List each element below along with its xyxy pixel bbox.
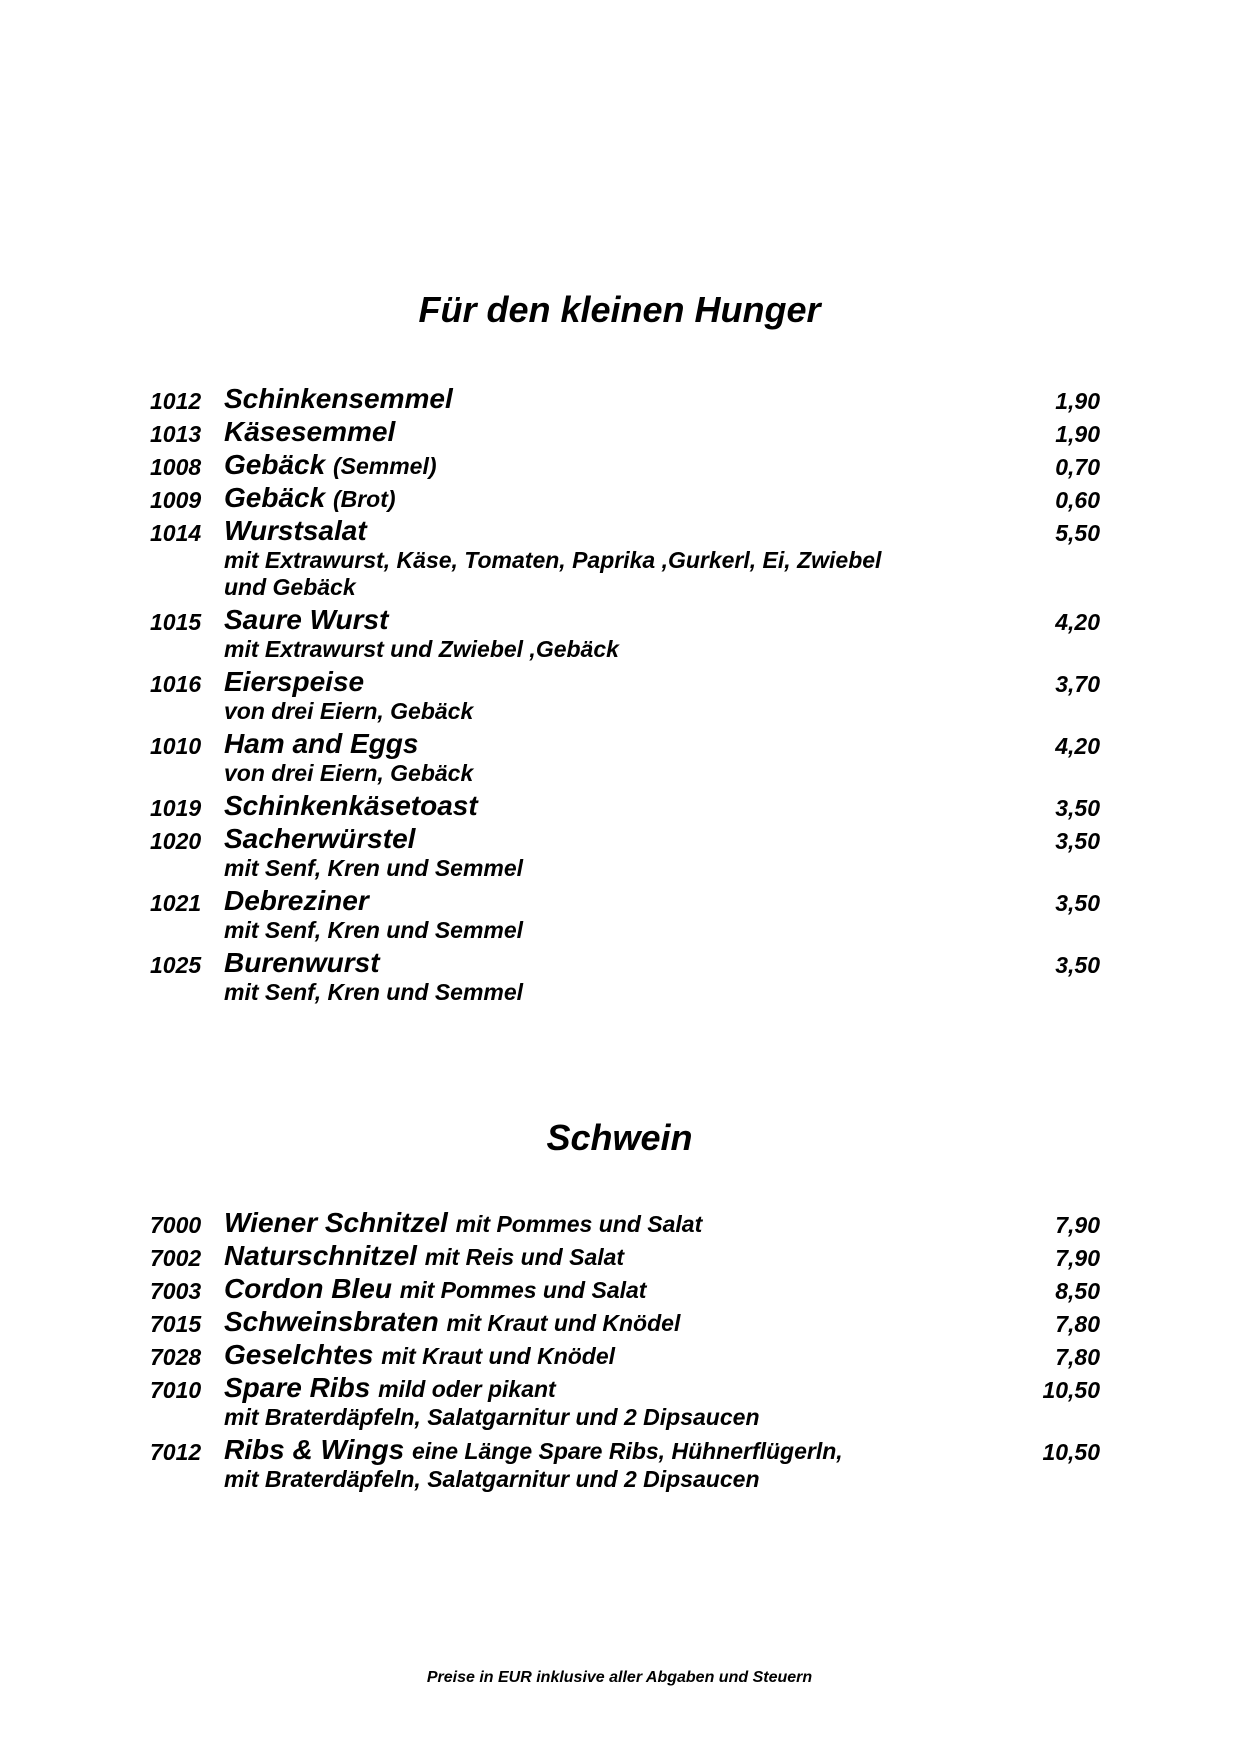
menu-item-line	[150, 603, 1100, 636]
item-name-group	[224, 1338, 615, 1373]
item-name: Saure Wurst	[224, 604, 389, 635]
item-name-group	[224, 1305, 680, 1340]
menu-item-line	[150, 481, 1100, 514]
item-price: 7,80	[1055, 1311, 1100, 1337]
menu-item	[150, 884, 1100, 946]
item-detail: mit Pommes und Salat	[399, 1277, 647, 1303]
item-code: 7015	[150, 1311, 202, 1337]
item-price: 0,60	[1055, 487, 1100, 513]
item-description: von drei Eiern, Gebäck	[224, 760, 474, 786]
menu-item	[150, 1371, 1100, 1433]
menu-item-line	[150, 382, 1100, 415]
item-detail: mild oder pikant	[378, 1376, 556, 1402]
menu-list	[150, 1206, 1100, 1495]
item-price: 7,90	[1055, 1212, 1100, 1238]
menu-item	[150, 415, 1100, 448]
item-code: 1016	[150, 671, 202, 697]
item-name: Naturschnitzel	[224, 1240, 417, 1271]
item-detail: mit Kraut und Knödel	[381, 1343, 616, 1369]
item-code: 7002	[150, 1245, 202, 1271]
menu-item	[150, 1272, 1100, 1305]
menu-item	[150, 789, 1100, 822]
item-code: 7010	[150, 1377, 202, 1403]
menu-item-line	[150, 1272, 1100, 1305]
footer-note: Preise in EUR inklusive aller Abgaben und Steuern	[426, 1669, 813, 1686]
item-code: 1008	[150, 454, 202, 480]
menu-item-line	[150, 1338, 1100, 1371]
item-name-group	[224, 822, 415, 855]
item-name-group	[224, 603, 388, 636]
item-name: Burenwurst	[224, 947, 380, 978]
menu-item-line	[150, 1371, 1100, 1404]
item-description: mit Braterdäpfeln, Salatgarnitur und 2 Dipsaucen	[224, 1466, 760, 1492]
item-code: 1009	[150, 487, 202, 513]
item-price: 3,50	[1055, 828, 1100, 854]
menu-item-line	[150, 415, 1100, 448]
item-code: 1021	[150, 890, 202, 916]
item-detail: (Brot)	[332, 486, 396, 512]
item-price: 4,20	[1055, 609, 1100, 635]
menu-item-line	[150, 884, 1100, 917]
item-name-group	[224, 481, 396, 516]
item-code: 1020	[150, 828, 202, 854]
item-code: 7003	[150, 1278, 202, 1304]
menu-item-line	[150, 822, 1100, 855]
item-price: 10,50	[1042, 1377, 1100, 1403]
item-name-group	[224, 665, 364, 698]
item-price: 4,20	[1055, 733, 1100, 759]
item-code: 1013	[150, 421, 202, 447]
item-price: 7,80	[1055, 1344, 1100, 1370]
item-code: 1019	[150, 795, 202, 821]
item-name-group	[224, 884, 369, 917]
item-price: 3,50	[1055, 952, 1100, 978]
item-price: 3,50	[1055, 795, 1100, 821]
section-title: Für den kleinen Hunger	[418, 289, 821, 330]
menu-item-line	[150, 1239, 1100, 1272]
item-code: 1012	[150, 388, 202, 414]
menu-item	[150, 382, 1100, 415]
item-price: 0,70	[1055, 454, 1100, 480]
item-name: Sacherwürstel	[224, 823, 416, 854]
item-name: Debreziner	[224, 885, 369, 916]
item-name: Gebäck	[224, 482, 326, 513]
menu-item-line	[150, 1206, 1100, 1239]
item-price: 1,90	[1055, 388, 1100, 414]
item-detail: mit Kraut und Knödel	[446, 1310, 681, 1336]
item-description: mit Senf, Kren und Semmel	[224, 917, 524, 943]
menu-item	[150, 1338, 1100, 1371]
item-name-group	[224, 1272, 646, 1307]
menu-item-line	[150, 946, 1100, 979]
item-price: 7,90	[1055, 1245, 1100, 1271]
item-name-group	[224, 1371, 556, 1406]
item-description: mit Senf, Kren und Semmel	[224, 979, 524, 1005]
item-name-group	[224, 727, 418, 760]
item-description: mit Extrawurst, Käse, Tomaten, Paprika ,Gurkerl, Ei, Zwiebel und Gebäck	[224, 547, 882, 600]
item-detail: mit Reis und Salat	[424, 1244, 625, 1270]
item-name-group	[224, 1433, 843, 1468]
menu-item	[150, 448, 1100, 481]
item-name: Wiener Schnitzel	[224, 1207, 448, 1238]
item-name-group	[224, 514, 367, 547]
item-name-group	[224, 382, 453, 415]
item-name-group	[224, 946, 380, 979]
menu-item-line	[150, 665, 1100, 698]
item-code: 1025	[150, 952, 202, 978]
item-name: Wurstsalat	[224, 515, 367, 546]
item-price: 8,50	[1055, 1278, 1100, 1304]
item-name: Ribs & Wings	[224, 1434, 405, 1465]
item-detail: (Semmel)	[332, 453, 437, 479]
item-code: 7012	[150, 1439, 202, 1465]
item-name-group	[224, 789, 478, 822]
menu-item-line	[150, 1305, 1100, 1338]
menu-item-line	[150, 448, 1100, 481]
item-name: Ham and Eggs	[224, 728, 419, 759]
item-description: mit Senf, Kren und Semmel	[224, 855, 524, 881]
item-name: Schweinsbraten	[224, 1306, 439, 1337]
item-name: Gebäck	[224, 449, 326, 480]
menu-item	[150, 514, 1100, 603]
menu-item	[150, 665, 1100, 727]
item-name-group	[224, 448, 437, 483]
item-name: Eierspeise	[224, 666, 365, 697]
item-name-group	[224, 415, 395, 448]
item-price: 5,50	[1055, 520, 1100, 546]
item-description: mit Extrawurst und Zwiebel ,Gebäck	[224, 636, 619, 662]
item-price: 10,50	[1042, 1439, 1100, 1465]
menu-item	[150, 481, 1100, 514]
item-detail: mit Pommes und Salat	[455, 1211, 703, 1237]
menu-item-line	[150, 514, 1100, 547]
section-title: Schwein	[546, 1117, 693, 1158]
menu-item	[150, 1206, 1100, 1239]
menu-item-line	[150, 789, 1100, 822]
menu-list	[150, 382, 1100, 1008]
item-price: 1,90	[1055, 421, 1100, 447]
item-code: 1015	[150, 609, 202, 635]
menu-item	[150, 1305, 1100, 1338]
item-code: 7028	[150, 1344, 202, 1370]
item-code: 1010	[150, 733, 202, 759]
menu-item	[150, 603, 1100, 665]
item-price: 3,70	[1055, 671, 1100, 697]
menu-item	[150, 1433, 1100, 1495]
item-name-group	[224, 1206, 702, 1241]
menu-item	[150, 1239, 1100, 1272]
item-name: Geselchtes	[224, 1339, 374, 1370]
item-name: Schinkensemmel	[224, 383, 453, 414]
item-name: Spare Ribs	[224, 1372, 371, 1403]
item-code: 1014	[150, 520, 202, 546]
item-description: von drei Eiern, Gebäck	[224, 698, 474, 724]
item-description: mit Braterdäpfeln, Salatgarnitur und 2 Dipsaucen	[224, 1404, 760, 1430]
menu-item	[150, 727, 1100, 789]
item-detail: eine Länge Spare Ribs, Hühnerflügerln,	[411, 1438, 843, 1464]
item-name: Käsesemmel	[224, 416, 396, 447]
menu-item	[150, 822, 1100, 884]
menu-item-line	[150, 727, 1100, 760]
item-price: 3,50	[1055, 890, 1100, 916]
item-name: Schinkenkäsetoast	[224, 790, 478, 821]
item-name-group	[224, 1239, 624, 1274]
item-code: 7000	[150, 1212, 202, 1238]
menu-item	[150, 946, 1100, 1008]
item-name: Cordon Bleu	[224, 1273, 392, 1304]
menu-item-line	[150, 1433, 1100, 1466]
